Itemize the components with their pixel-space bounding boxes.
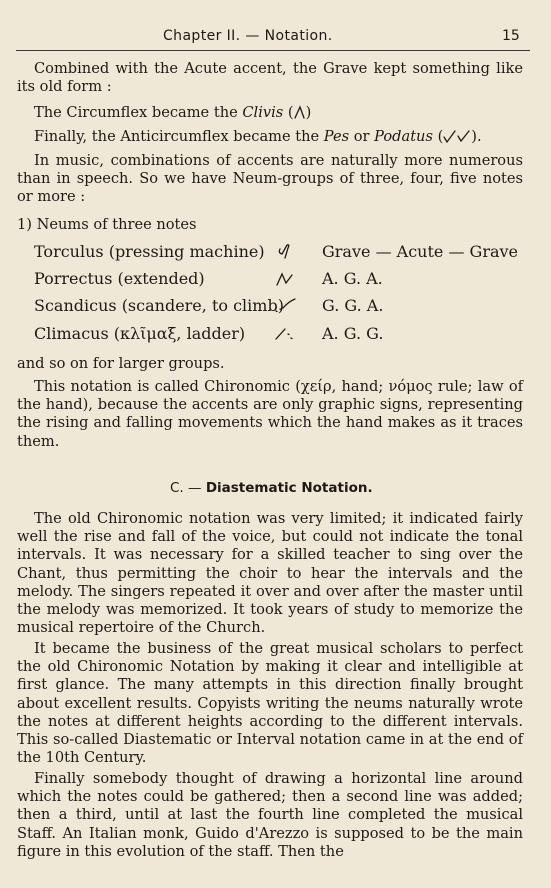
torculus-neum-icon — [274, 242, 296, 260]
paragraph-staff: Finally somebody thought of drawing a horizontal line around which the notes could be gathered; then a second line was added; then a third, until at last the fourth line completed the musical Staff. An Italian monk, Guido d'Arezzo is supposed to be the main figure in this evolution of the staff. Then the — [17, 770, 523, 860]
paragraph-grave-accent: Combined with the Acute accent, the Grave kept something like its old form : — [17, 60, 523, 96]
circumflex-paren-open: ( — [283, 104, 294, 121]
section-title: Diastematic Notation. — [205, 480, 373, 496]
chapter-title: Chapter II. — Notation. — [163, 28, 333, 44]
paragraph-chironomic: This notation is called Chironomic (χείρ, hand; νόμος rule; law of the hand), because the accents are only graphic signs, representing the rising and falling movements which the hand makes as it traces them. — [17, 378, 524, 450]
neum-row-porrectus — [0, 269, 551, 289]
circumflex-paren-close: ) — [305, 104, 312, 121]
paragraph-business: It became the business of the great musical scholars to perfect the old Chironomic Notation by making it clear and intelligible at first glance. The many attempts in this direction finally brought about excellent results. Copyists writing the neums naturally wrote the notes at different heights according to the different intervals. This so-called Diastematic or Interval notation came in at the end of the 10th Century. — [17, 640, 523, 767]
neum-gloss: G. G. A. — [322, 296, 384, 315]
neum-name: Porrectus (extended) — [34, 269, 205, 288]
anticircumflex-text: Finally, the Anticircumflex became the — [34, 128, 324, 145]
neum-gloss: Grave — Acute — Grave — [322, 242, 519, 261]
clivis-term: Clivis — [242, 104, 284, 121]
circumflex-text: The Circumflex became the — [34, 104, 243, 121]
section-heading — [170, 480, 373, 496]
climacus-neum-icon — [274, 324, 296, 342]
page-number: 15 — [502, 28, 520, 44]
anticircumflex-line — [34, 128, 482, 146]
neum-name: Torculus (pressing machine) — [34, 242, 265, 261]
anticircumflex-or: or — [349, 128, 375, 145]
neum-gloss: A. G. A. — [322, 269, 383, 288]
clivis-neum-icon — [294, 105, 306, 119]
neum-row-scandicus — [0, 296, 551, 316]
circumflex-line — [34, 104, 311, 122]
anticircumflex-paren-close: ). — [471, 128, 482, 145]
neum-row-torculus — [0, 242, 551, 262]
paragraph-music-combinations: In music, combinations of accents are naturally more numerous than in speech. So we have Neum-groups of three, four, five notes or more : — [17, 152, 523, 206]
podatus-term: Podatus — [374, 128, 433, 145]
anticircumflex-paren-open: ( — [432, 128, 444, 145]
larger-groups-line: and so on for larger groups. — [17, 355, 225, 372]
header-rule — [16, 50, 530, 51]
pes-neum-icon — [443, 129, 471, 143]
running-head — [0, 28, 551, 50]
scandicus-neum-icon — [274, 296, 296, 314]
list-heading: 1) Neums of three notes — [17, 216, 197, 233]
pes-term: Pes — [323, 128, 350, 145]
neum-gloss: A. G. G. — [322, 324, 384, 343]
neum-name: Scandicus (scandere, to climb) — [34, 296, 284, 315]
section-letter: C. — — [170, 480, 206, 496]
neum-name: Climacus (κλῖμαξ, ladder) — [34, 324, 246, 343]
neum-row-climacus — [0, 324, 551, 344]
paragraph-old-chironomic: The old Chironomic notation was very limited; it indicated fairly well the rise and fall of the voice, but could not indicate the tonal intervals. It was necessary for a skilled teacher to sing over the Chant, thus permitting the choir to hear the intervals and the melody. The singers repeated it over and over after the master until the melody was memorized. It took years of study to memorize the musical repertoire of the Church. — [17, 510, 523, 637]
porrectus-neum-icon — [274, 269, 296, 287]
